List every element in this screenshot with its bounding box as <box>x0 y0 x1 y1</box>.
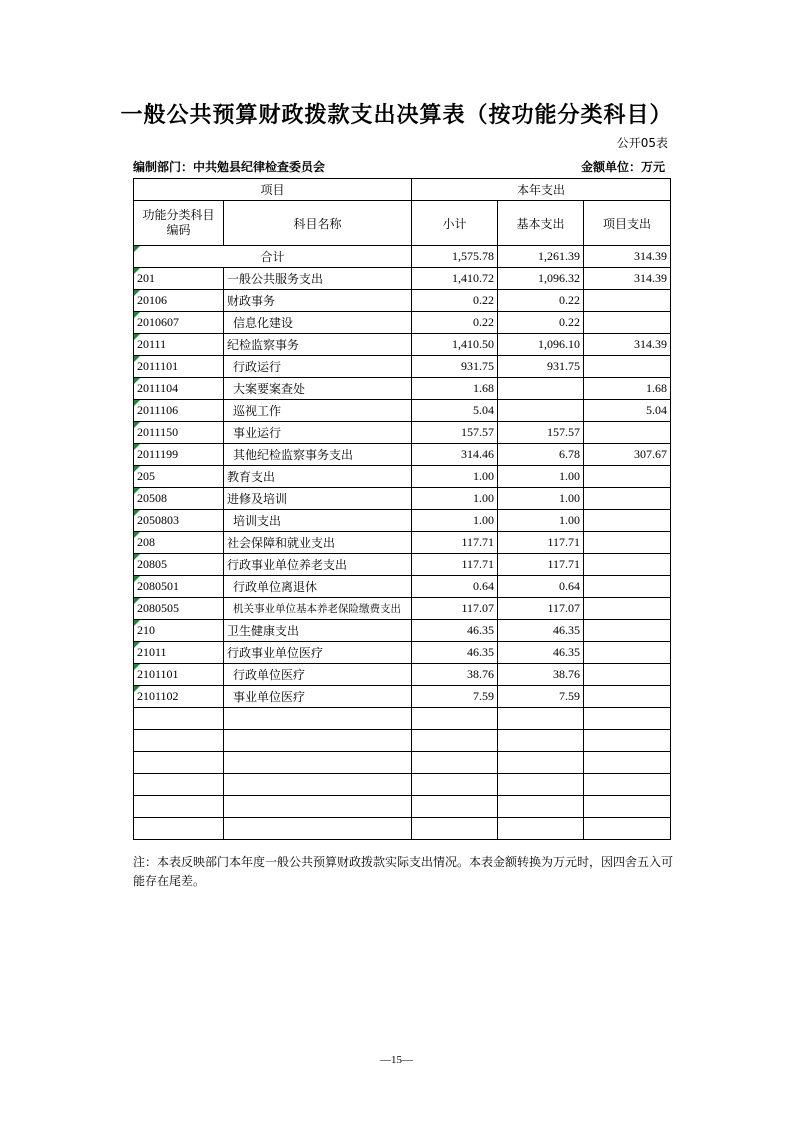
row-name: 行政事业单位医疗 <box>224 642 412 664</box>
row-code: 2101102 <box>134 686 224 708</box>
empty-cell <box>134 818 224 840</box>
empty-cell <box>224 730 412 752</box>
row-code: 20111 <box>134 334 224 356</box>
row-basic <box>498 378 584 400</box>
row-basic: 1.00 <box>498 488 584 510</box>
empty-row <box>134 796 671 818</box>
row-code: 20508 <box>134 488 224 510</box>
row-subtotal: 7.59 <box>412 686 498 708</box>
table-row <box>134 290 671 312</box>
empty-cell <box>412 796 498 818</box>
table-row <box>134 334 671 356</box>
row-project: 314.39 <box>584 268 671 290</box>
header-subtotal: 小计 <box>412 201 498 246</box>
total-project: 314.39 <box>584 246 671 268</box>
row-basic: 1.00 <box>498 466 584 488</box>
table-row <box>134 576 671 598</box>
row-project <box>584 510 671 532</box>
row-name: 培训支出 <box>224 510 412 532</box>
department-label: 编制部门：中共勉县纪律检查委员会 <box>133 160 326 174</box>
empty-cell <box>134 796 224 818</box>
table-row <box>134 400 671 422</box>
row-basic <box>498 400 584 422</box>
row-project: 307.67 <box>584 444 671 466</box>
total-subtotal: 1,575.78 <box>412 246 498 268</box>
row-subtotal: 117.71 <box>412 532 498 554</box>
row-name: 纪检监察事务 <box>224 334 412 356</box>
row-code: 2050803 <box>134 510 224 532</box>
row-subtotal: 117.07 <box>412 598 498 620</box>
empty-cell <box>412 708 498 730</box>
row-name: 信息化建设 <box>224 312 412 334</box>
row-code: 2011104 <box>134 378 224 400</box>
row-project: 5.04 <box>584 400 671 422</box>
row-subtotal: 1,410.72 <box>412 268 498 290</box>
row-name: 事业单位医疗 <box>224 686 412 708</box>
row-name: 行政事业单位养老支出 <box>224 554 412 576</box>
row-project <box>584 598 671 620</box>
empty-cell <box>412 818 498 840</box>
footnote: 注：本表反映部门本年度一般公共预算财政拨款实际支出情况。本表金额转换为万元时，因四舍五入可能存在尾差。 <box>133 855 674 888</box>
row-code: 2011150 <box>134 422 224 444</box>
table-row <box>134 268 671 290</box>
empty-cell <box>498 752 584 774</box>
row-subtotal: 1.00 <box>412 466 498 488</box>
empty-cell <box>412 730 498 752</box>
table-row <box>134 422 671 444</box>
empty-cell <box>584 730 671 752</box>
row-code: 2011199 <box>134 444 224 466</box>
empty-cell <box>498 796 584 818</box>
row-code: 2011106 <box>134 400 224 422</box>
row-basic: 117.71 <box>498 532 584 554</box>
row-name: 一般公共服务支出 <box>224 268 412 290</box>
row-basic: 46.35 <box>498 642 584 664</box>
total-basic: 1,261.39 <box>498 246 584 268</box>
empty-cell <box>224 796 412 818</box>
empty-cell <box>412 752 498 774</box>
row-subtotal: 46.35 <box>412 620 498 642</box>
page-number: —15— <box>380 1054 413 1066</box>
empty-cell <box>134 752 224 774</box>
row-subtotal: 0.22 <box>412 312 498 334</box>
row-subtotal: 931.75 <box>412 356 498 378</box>
table-row <box>134 444 671 466</box>
row-basic: 117.07 <box>498 598 584 620</box>
row-basic: 0.22 <box>498 290 584 312</box>
row-name: 卫生健康支出 <box>224 620 412 642</box>
row-basic: 6.78 <box>498 444 584 466</box>
row-basic: 1,096.32 <box>498 268 584 290</box>
row-code: 20805 <box>134 554 224 576</box>
header-row-1 <box>134 179 671 201</box>
row-name: 巡视工作 <box>224 400 412 422</box>
row-project <box>584 312 671 334</box>
row-basic: 46.35 <box>498 620 584 642</box>
row-project <box>584 466 671 488</box>
row-basic: 1.00 <box>498 510 584 532</box>
row-project <box>584 488 671 510</box>
empty-cell <box>224 708 412 730</box>
row-code: 2101101 <box>134 664 224 686</box>
empty-row <box>134 774 671 796</box>
row-basic: 0.64 <box>498 576 584 598</box>
empty-cell <box>412 774 498 796</box>
row-subtotal: 0.22 <box>412 290 498 312</box>
row-project <box>584 686 671 708</box>
empty-cell <box>498 774 584 796</box>
row-project <box>584 554 671 576</box>
row-code: 2080501 <box>134 576 224 598</box>
row-name: 大案要案查处 <box>224 378 412 400</box>
total-label: 合计 <box>134 246 412 268</box>
header-basic: 基本支出 <box>498 201 584 246</box>
header-project: 项目支出 <box>584 201 671 246</box>
row-name: 行政单位离退休 <box>224 576 412 598</box>
form-number: 公开05表 <box>616 136 668 150</box>
table-row <box>134 466 671 488</box>
empty-cell <box>134 730 224 752</box>
empty-cell <box>134 708 224 730</box>
row-subtotal: 1.00 <box>412 510 498 532</box>
row-project <box>584 576 671 598</box>
row-subtotal: 117.71 <box>412 554 498 576</box>
row-code: 2010607 <box>134 312 224 334</box>
empty-cell <box>224 752 412 774</box>
header-item: 项目 <box>134 179 412 201</box>
empty-row <box>134 730 671 752</box>
row-project <box>584 356 671 378</box>
table-row <box>134 664 671 686</box>
row-code: 21011 <box>134 642 224 664</box>
empty-cell <box>584 708 671 730</box>
header-name: 科目名称 <box>224 201 412 246</box>
row-name: 财政事务 <box>224 290 412 312</box>
row-name: 行政单位医疗 <box>224 664 412 686</box>
row-name: 事业运行 <box>224 422 412 444</box>
row-subtotal: 46.35 <box>412 642 498 664</box>
row-code: 208 <box>134 532 224 554</box>
row-name: 进修及培训 <box>224 488 412 510</box>
table-row <box>134 378 671 400</box>
table-row <box>134 554 671 576</box>
row-basic: 931.75 <box>498 356 584 378</box>
empty-cell <box>498 730 584 752</box>
table-row <box>134 642 671 664</box>
row-name: 教育支出 <box>224 466 412 488</box>
table-row <box>134 598 671 620</box>
row-code: 2011101 <box>134 356 224 378</box>
table-row <box>134 356 671 378</box>
empty-cell <box>134 774 224 796</box>
row-project: 1.68 <box>584 378 671 400</box>
row-subtotal: 1.00 <box>412 488 498 510</box>
row-subtotal: 5.04 <box>412 400 498 422</box>
empty-cell <box>224 774 412 796</box>
empty-cell <box>584 818 671 840</box>
empty-cell <box>498 818 584 840</box>
row-name: 机关事业单位基本养老保险缴费支出 <box>224 598 412 620</box>
table-row <box>134 620 671 642</box>
row-project: 314.39 <box>584 334 671 356</box>
row-project <box>584 290 671 312</box>
expenditure-table <box>133 178 671 840</box>
row-code: 201 <box>134 268 224 290</box>
row-name: 社会保障和就业支出 <box>224 532 412 554</box>
money-unit-label: 金额单位：万元 <box>580 160 665 174</box>
table-row <box>134 510 671 532</box>
row-code: 210 <box>134 620 224 642</box>
empty-cell <box>224 818 412 840</box>
row-project <box>584 532 671 554</box>
row-basic: 7.59 <box>498 686 584 708</box>
row-code: 2080505 <box>134 598 224 620</box>
header-current-year: 本年支出 <box>412 179 671 201</box>
row-subtotal: 1,410.50 <box>412 334 498 356</box>
row-project <box>584 664 671 686</box>
page-title: 一般公共预算财政拨款支出决算表（按功能分类科目） <box>120 103 673 128</box>
table-row <box>134 532 671 554</box>
table-row <box>134 488 671 510</box>
empty-cell <box>584 774 671 796</box>
row-code: 205 <box>134 466 224 488</box>
empty-cell <box>584 752 671 774</box>
row-subtotal: 157.57 <box>412 422 498 444</box>
row-code: 20106 <box>134 290 224 312</box>
row-name: 行政运行 <box>224 356 412 378</box>
row-basic: 0.22 <box>498 312 584 334</box>
empty-cell <box>584 796 671 818</box>
row-name: 其他纪检监察事务支出 <box>224 444 412 466</box>
row-project <box>584 620 671 642</box>
row-basic: 117.71 <box>498 554 584 576</box>
empty-cell <box>498 708 584 730</box>
row-basic: 1,096.10 <box>498 334 584 356</box>
table-row <box>134 686 671 708</box>
row-subtotal: 38.76 <box>412 664 498 686</box>
empty-row <box>134 818 671 840</box>
row-subtotal: 0.64 <box>412 576 498 598</box>
row-basic: 38.76 <box>498 664 584 686</box>
header-row-2 <box>134 201 671 246</box>
total-row <box>134 246 671 268</box>
row-project <box>584 642 671 664</box>
empty-row <box>134 708 671 730</box>
row-basic: 157.57 <box>498 422 584 444</box>
header-code: 功能分类科目编码 <box>134 201 224 246</box>
row-subtotal: 314.46 <box>412 444 498 466</box>
row-subtotal: 1.68 <box>412 378 498 400</box>
table-row <box>134 312 671 334</box>
row-project <box>584 422 671 444</box>
empty-row <box>134 752 671 774</box>
